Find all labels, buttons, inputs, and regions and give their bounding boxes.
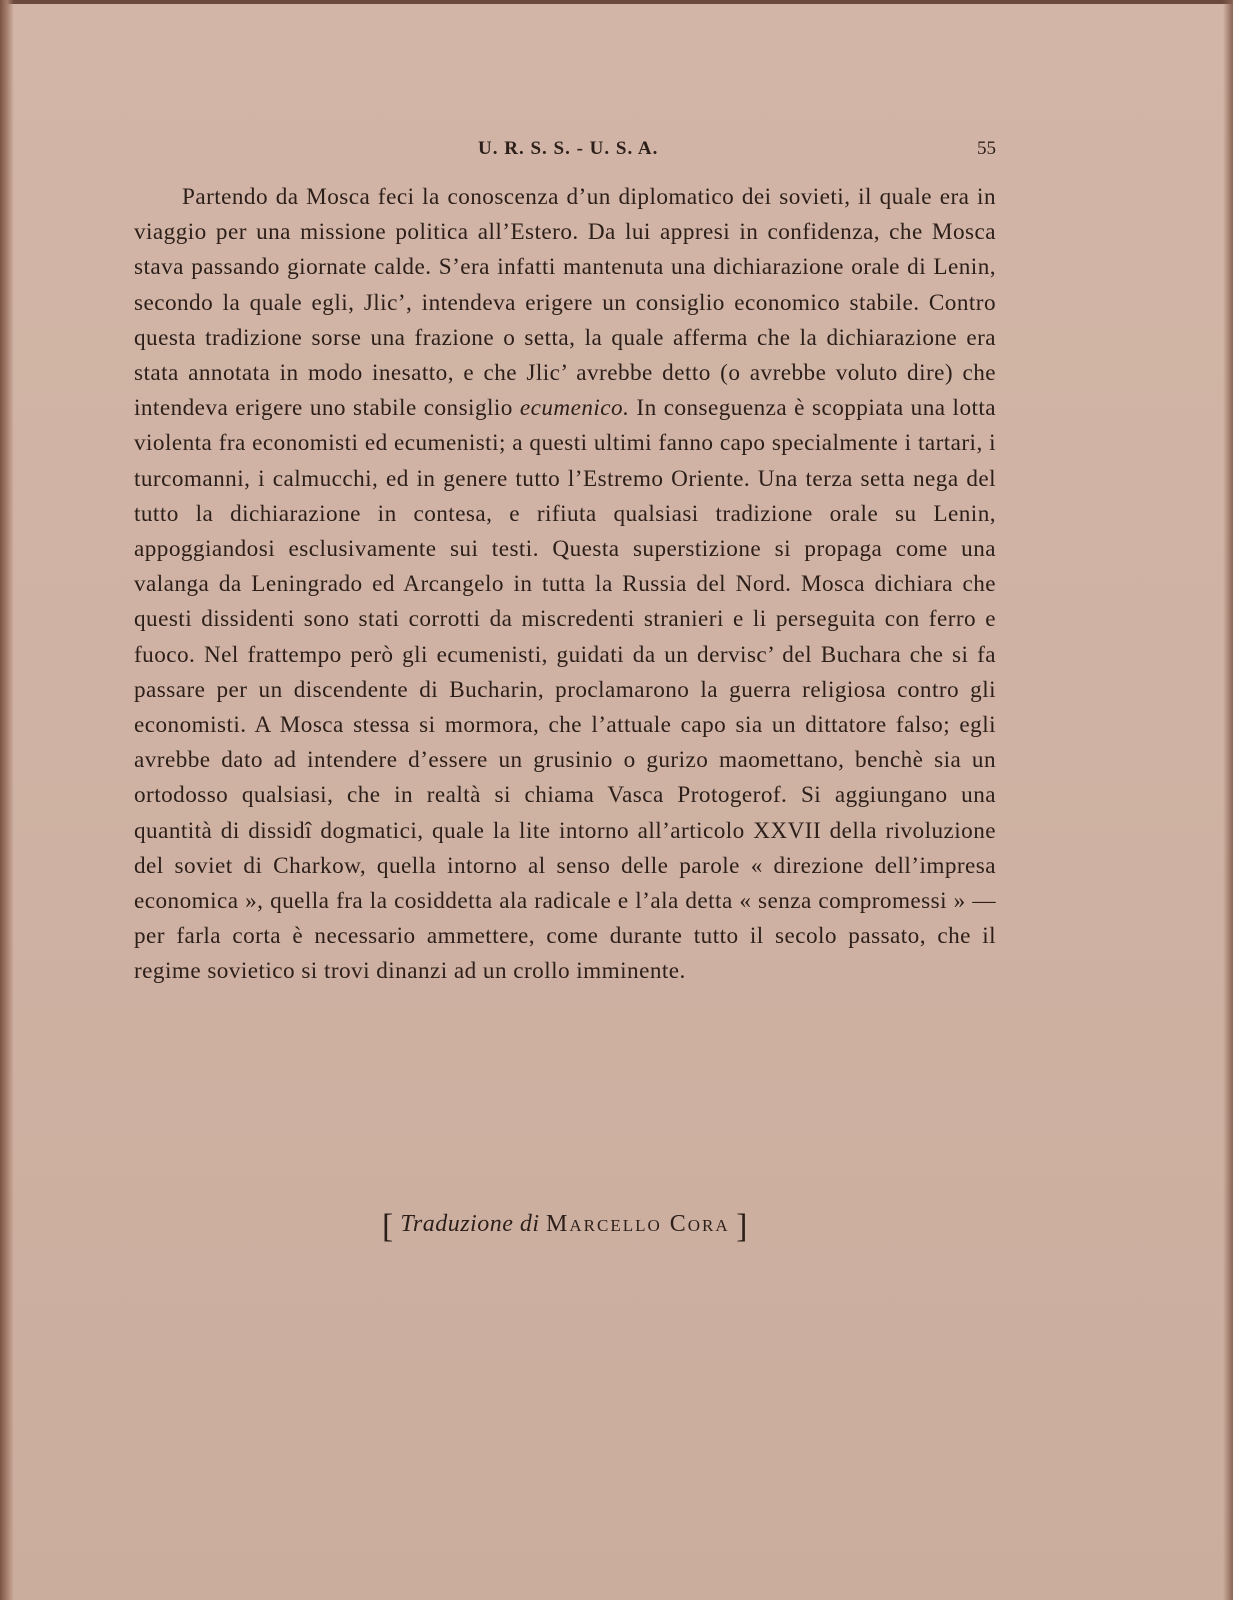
credit-bracket-open: [ xyxy=(382,1208,394,1245)
credit-label: Traduzione di xyxy=(400,1211,540,1237)
body-paragraph xyxy=(134,180,996,990)
page-top-edge xyxy=(0,0,1233,4)
page-left-edge xyxy=(0,0,14,1600)
page-number: 55 xyxy=(977,138,996,159)
translation-credit xyxy=(134,1208,996,1246)
body-text-part-2: In conseguenza è scoppiata una lotta violenta fra economisti ed ecumenisti; a questi ultimi fanno capo specialmente i tartari, i turcomanni, i calmucchi, ed in genere tutto l’Estremo Oriente. Una terza setta nega del tutto la dichiarazione in contesa, e rifiuta qualsiasi tradizione orale su Lenin, appoggiandosi esclusivamente sui testi. Questa superstizione si propaga come una valanga da Leningrado ed Arcangelo in tutta la Russia del Nord. Mosca dichiara che questi dissidenti sono stati corrotti da miscredenti stranieri e li perseguita con ferro e fuoco. Nel frattempo però gli ecumenisti, guidati da un dervisc’ del Buchara che si fa passare per un discendente di Bucharin, proclamarono la guerra religiosa contro gli economisti. A Mosca stessa si mormora, che l’attuale capo sia un dittatore falso; egli avrebbe dato ad intendere d’essere un grusinio o gurizo maomettano, benchè sia un ortodosso qualsiasi, che in realtà si chiama Vasca Protogerof. Si aggiungano una quantità di dissidî dogmatici, quale la lite intorno all’articolo XXVII della rivoluzione del soviet di Charkow, quella intorno al senso delle parole « direzione dell’impresa economica », quella fra la cosiddetta ala radicale e l’ala detta « senza compromessi » — per farla corta è necessario ammettere, come durante tutto il secolo passato, che il regime sovietico si trovi dinanzi ad un crollo imminente. xyxy=(134,395,997,985)
emphasized-word: ecumenico. xyxy=(519,395,630,422)
page-right-edge xyxy=(1223,0,1233,1600)
body-text-part-1: Partendo da Mosca feci la conoscenza d’un diplomatico dei sovieti, il quale era in viaggio per una missione politica all’Estero. Da lui appresi in confidenza, che Mosca stava passando giornate calde. S’era infatti mantenuta una dichiarazione orale di Lenin, secondo la quale egli, Jlic’, intendeva erigere un consiglio economico stabile. Contro questa tradizione sorse una frazione o setta, la quale afferma che la dichiarazione era stata annotata in modo inesatto, e che Jlic’ avrebbe detto (o avrebbe voluto dire) che intendeva erigere uno stabile consiglio xyxy=(134,184,996,422)
translator-name: Marcello Cora xyxy=(546,1211,730,1237)
credit-bracket-close: ] xyxy=(736,1208,748,1245)
running-title: U. R. S. S. - U. S. A. xyxy=(478,138,659,159)
running-head xyxy=(134,138,996,166)
